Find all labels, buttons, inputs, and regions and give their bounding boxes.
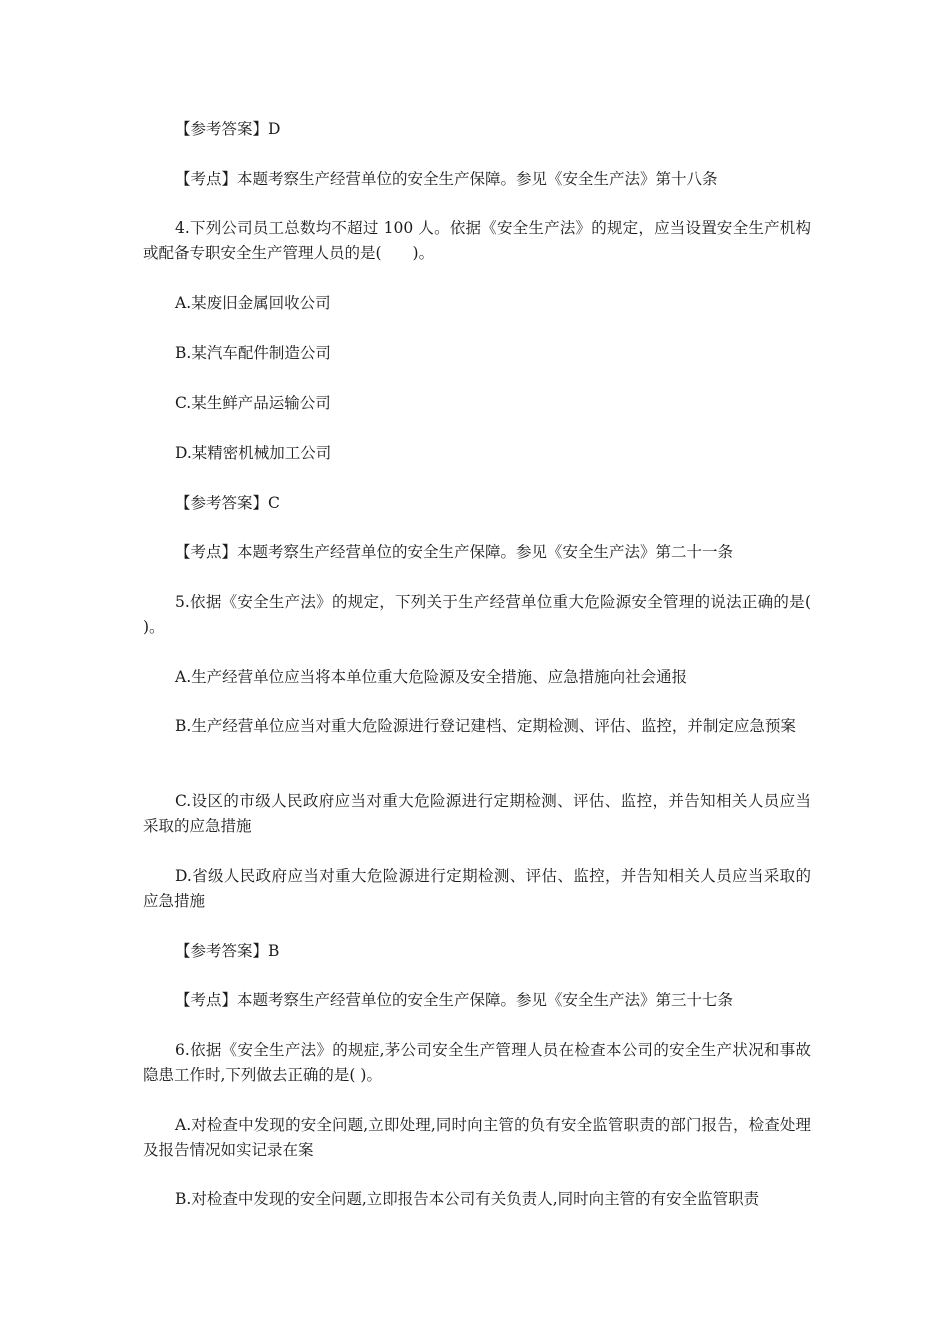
knowledge-point-q5: 【考点】本题考察生产经营单位的安全生产保障。参见《安全生产法》第三十七条	[175, 991, 734, 1009]
question-5: 5.依据《安全生产法》的规定，下列关于生产经营单位重大危险源安全管理的说法正确的是( )。	[143, 593, 843, 636]
question-6: 6.依据《安全生产法》的规症,茅公司安全生产管理人员在检查本公司的安全生产状况和事故隐患工作时,下列做去正确的是( )。	[143, 1041, 811, 1084]
knowledge-point-q3: 【考点】本题考察生产经营单位的安全生产保障。参见《安全生产法》第十八条	[175, 170, 718, 188]
q4-option-a: A.某废旧金属回收公司	[175, 294, 331, 312]
q4-option-c: C.某生鲜产品运输公司	[175, 394, 331, 412]
answer-line-q5: 【参考答案】B	[175, 942, 280, 960]
q5-option-c: C.设区的市级人民政府应当对重大危险源进行定期检测、评估、监控，并告知相关人员应当采取的应急措施	[143, 792, 811, 835]
q4-option-d: D.某精密机械加工公司	[175, 444, 332, 462]
q5-option-d: D.省级人民政府应当对重大危险源进行定期检测、评估、监控，并告知相关人员应当采取的应急措施	[143, 867, 811, 910]
answer-line-q4: 【参考答案】C	[175, 494, 280, 512]
question-4: 4.下列公司员工总数均不超过 100 人。依据《安全生产法》的规定，应当设置安全生产机构或配备专职安全生产管理人员的是( )。	[143, 219, 811, 262]
knowledge-point-q4: 【考点】本题考察生产经营单位的安全生产保障。参见《安全生产法》第二十一条	[175, 543, 734, 561]
q5-option-a: A.生产经营单位应当将本单位重大危险源及安全措施、应急措施向社会通报	[175, 668, 688, 686]
q4-option-b: B.某汽车配件制造公司	[175, 344, 331, 362]
answer-line-q3: 【参考答案】D	[175, 120, 281, 138]
q6-option-b: B.对检查中发现的安全问题,立即报告本公司有关负责人,同时向主管的有安全监管职责	[175, 1190, 760, 1208]
q6-option-a: A.对检查中发现的安全问题,立即处理,同时向主管的负有安全监管职责的部门报告，检查处理及报告情况如实记录在案	[143, 1116, 811, 1159]
q5-option-b: B.生产经营单位应当对重大危险源进行登记建档、定期检测、评估、监控，并制定应急预案	[175, 717, 796, 735]
